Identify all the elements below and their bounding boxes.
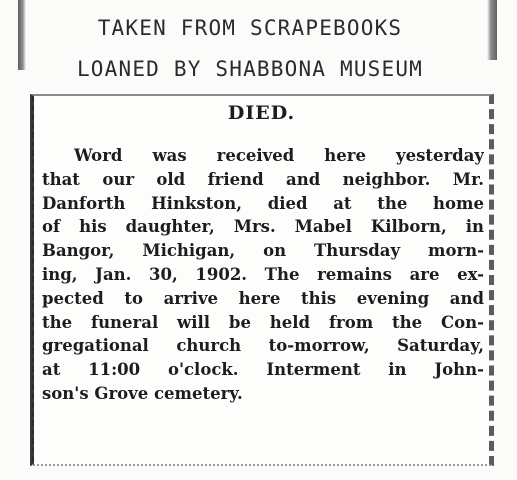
article-line: of his daughter, Mrs. Mabel Kilborn, in (42, 217, 484, 237)
caption-line-2: LOANED BY SHABBONA MUSEUM (76, 57, 424, 81)
article-line: Danforth Hinkston, died at the home (42, 193, 484, 213)
newspaper-clipping (30, 94, 494, 466)
article-line: ing, Jan. 30, 1902. The remains are ex- (42, 264, 484, 284)
article-line: that our old friend and neighbor. Mr. (42, 169, 484, 189)
scan-edge-left (18, 0, 26, 70)
article-headline: DIED. (227, 102, 296, 124)
scan-edge-right (487, 0, 497, 60)
article-line: son's Grove cemetery. (42, 383, 243, 403)
article-body (42, 144, 484, 406)
scrapbook-caption (30, 4, 470, 81)
article-line: the funeral will be held from the Con- (42, 312, 484, 332)
caption-line-1: TAKEN FROM SCRAPEBOOKS (97, 16, 403, 40)
article-line: pected to arrive here this evening and (42, 288, 484, 308)
article-line: Bangor, Michigan, on Thursday morn- (42, 241, 484, 261)
article-line: gregational church to-morrow, Saturday, (42, 336, 484, 356)
article-line: Word was received here yesterday (74, 146, 484, 165)
article-line: at 11:00 o'clock. Interment in John- (42, 360, 484, 380)
